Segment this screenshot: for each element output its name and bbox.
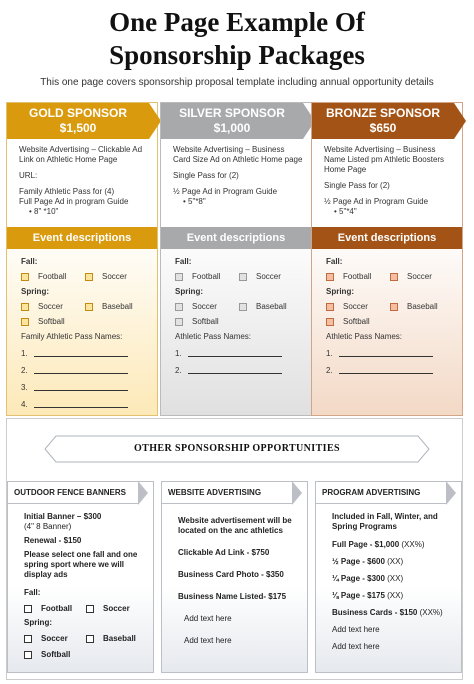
tier-benefits	[173, 145, 303, 207]
soccer-option[interactable]: Soccer	[239, 272, 303, 281]
pass-names-label: Family Athletic Pass Names:	[21, 332, 123, 341]
add-text-placeholder: Add text here	[332, 625, 380, 634]
baseball-option[interactable]: Baseball	[85, 302, 149, 311]
spring-soccer-option[interactable]: Soccer	[326, 302, 390, 311]
soccer-option[interactable]: Soccer	[85, 272, 149, 281]
tier-price: $1,500	[59, 121, 97, 135]
checkbox[interactable]	[86, 605, 94, 613]
checkbox[interactable]	[21, 273, 29, 281]
softball-option[interactable]: Softball	[326, 317, 390, 326]
football-option[interactable]: Football	[21, 272, 85, 281]
checkbox[interactable]	[326, 273, 334, 281]
spring-label: Spring:	[24, 618, 52, 627]
full-page-price: Full Page - $1,000 (XX%)	[332, 540, 425, 549]
softball-option[interactable]: Softball	[21, 317, 85, 326]
quarter-page-price: ¼ Page - $300 (XX)	[332, 574, 404, 583]
card-title: OUTDOOR FENCE BANNERS	[8, 482, 138, 504]
other-opportunities-banner	[44, 435, 430, 463]
event-options	[175, 257, 305, 375]
benefit-line: Website Advertising – Business Card Size Ad on Athletic Home page	[173, 145, 303, 164]
football-option[interactable]: Football	[326, 272, 390, 281]
page-subtitle: This one page covers sponsorship proposal template including annual opportunity details	[40, 77, 434, 88]
benefit-line: Website Advertising – Clickable Ad Link on Athletic Home Page	[19, 145, 143, 164]
tier-name: GOLD SPONSOR	[28, 106, 127, 120]
gold-sponsor-header	[7, 103, 149, 139]
tier-benefits	[19, 145, 149, 217]
benefit-line: Full Page Ad in program Guide	[19, 197, 129, 206]
business-name-listed-price: Business Name Listed- $175	[178, 592, 287, 601]
pass-name-line[interactable]: 2.	[21, 366, 151, 375]
checkbox[interactable]	[390, 273, 398, 281]
pass-name-line[interactable]: 2.	[175, 366, 305, 375]
pass-name-line[interactable]: 1.	[21, 349, 151, 358]
benefit-line: • 8" *10"	[29, 207, 59, 216]
website-advertising-card	[161, 481, 308, 673]
renewal-price: Renewal - $150	[24, 536, 82, 545]
clickable-ad-link-price: Clickable Ad Link - $750	[178, 548, 270, 557]
other-opportunities-title: OTHER SPONSORSHIP OPPORTUNITIES	[134, 443, 340, 454]
checkbox[interactable]	[326, 303, 334, 311]
pass-name-line[interactable]: 1.	[175, 349, 305, 358]
benefit-line: • 5"*4"	[334, 207, 357, 216]
checkbox[interactable]	[239, 273, 247, 281]
silver-sponsor-header	[161, 103, 303, 139]
half-page-price: ½ Page - $600 (XX)	[332, 557, 404, 566]
checkbox[interactable]	[326, 318, 334, 326]
tier-name: SILVER SPONSOR	[179, 106, 285, 120]
gold-sponsor-column	[6, 102, 158, 416]
outdoor-fence-banners-card	[7, 481, 154, 673]
pass-name-line[interactable]: 3.	[21, 383, 151, 392]
benefit-line: Single Pass for (2)	[324, 181, 390, 190]
spring-label: Spring:	[175, 287, 203, 296]
add-text-placeholder: Add text here	[184, 636, 232, 645]
softball-option[interactable]: Softball	[175, 317, 239, 326]
fall-label: Fall:	[21, 257, 38, 266]
add-text-placeholder: Add text here	[332, 642, 380, 651]
business-cards-price: Business Cards - $150 (XX%)	[332, 608, 443, 617]
tier-price: $650	[369, 121, 397, 135]
initial-banner-price: Initial Banner – $300	[24, 512, 102, 521]
benefit-line: URL:	[19, 171, 38, 180]
checkbox[interactable]	[24, 651, 32, 659]
checkbox[interactable]	[21, 303, 29, 311]
eighth-page-price: ⅛ Page - $175 (XX)	[332, 591, 404, 600]
event-descriptions-header: Event descriptions	[161, 227, 311, 249]
baseball-option[interactable]: Baseball	[86, 634, 148, 644]
checkbox[interactable]	[85, 303, 93, 311]
sport-selection-note: Please select one fall and one spring sport where we will display ads	[24, 550, 138, 579]
baseball-option[interactable]: Baseball	[390, 302, 454, 311]
checkbox[interactable]	[175, 318, 183, 326]
event-options	[326, 257, 456, 375]
event-options	[21, 257, 151, 409]
event-descriptions-header: Event descriptions	[7, 227, 157, 249]
checkbox[interactable]	[86, 635, 94, 643]
tier-benefits	[324, 145, 454, 217]
pass-names-label: Athletic Pass Names:	[175, 332, 252, 341]
title-line-2: Sponsorship Packages	[109, 40, 365, 70]
card-title: WEBSITE ADVERTISING	[162, 482, 292, 504]
checkbox[interactable]	[21, 318, 29, 326]
soccer-option[interactable]: Soccer	[86, 604, 148, 614]
pass-names-label: Athletic Pass Names:	[326, 332, 403, 341]
spring-soccer-option[interactable]: Soccer	[21, 302, 85, 311]
spring-soccer-option[interactable]: Soccer	[24, 634, 86, 644]
spring-soccer-option[interactable]: Soccer	[175, 302, 239, 311]
baseball-option[interactable]: Baseball	[239, 302, 303, 311]
benefit-line: Family Athletic Pass for (4)	[19, 187, 115, 196]
spring-label: Spring:	[326, 287, 354, 296]
checkbox[interactable]	[175, 303, 183, 311]
checkbox[interactable]	[24, 605, 32, 613]
bronze-sponsor-header	[312, 103, 454, 139]
event-descriptions-header: Event descriptions	[312, 227, 462, 249]
benefit-line: ½ Page Ad in Program Guide	[173, 187, 278, 196]
benefit-line: ½ Page Ad in Program Guide	[324, 197, 429, 206]
pass-name-line[interactable]: 2.	[326, 366, 456, 375]
banner-size: (4" 8 Banner)	[24, 522, 72, 531]
fall-label: Fall:	[24, 588, 41, 597]
title-line-1: One Page Example Of	[109, 7, 365, 37]
add-text-placeholder: Add text here	[184, 614, 232, 623]
tier-name: BRONZE SPONSOR	[325, 106, 440, 120]
pass-name-line[interactable]: 1.	[326, 349, 456, 358]
soccer-option[interactable]: Soccer	[390, 272, 454, 281]
benefit-line: Single Pass for (2)	[173, 171, 239, 180]
football-option[interactable]: Football	[24, 604, 86, 614]
softball-option[interactable]: Softball	[24, 650, 88, 660]
fall-label: Fall:	[326, 257, 343, 266]
website-intro: Website advertisement will be located on the anc athletics	[178, 516, 292, 535]
program-intro: Included in Fall, Winter, and Spring Programs	[332, 512, 438, 531]
checkbox[interactable]	[390, 303, 398, 311]
pass-name-line[interactable]: 4.	[21, 400, 151, 409]
fall-label: Fall:	[175, 257, 192, 266]
silver-sponsor-column	[160, 102, 312, 416]
program-advertising-card	[315, 481, 462, 673]
card-title: PROGRAM ADVERTISING	[316, 482, 446, 504]
tier-price: $1,000	[213, 121, 251, 135]
benefit-line: • 5"*8"	[183, 197, 206, 206]
spring-label: Spring:	[21, 287, 49, 296]
football-option[interactable]: Football	[175, 272, 239, 281]
checkbox[interactable]	[85, 273, 93, 281]
business-card-photo-price: Business Card Photo - $350	[178, 570, 284, 579]
benefit-line: Website Advertising – Business Name Listed pm Athletic Boosters Home Page	[324, 145, 445, 174]
checkbox[interactable]	[24, 635, 32, 643]
checkbox[interactable]	[175, 273, 183, 281]
page-title	[0, 6, 474, 72]
bronze-sponsor-column	[311, 102, 463, 416]
checkbox[interactable]	[239, 303, 247, 311]
